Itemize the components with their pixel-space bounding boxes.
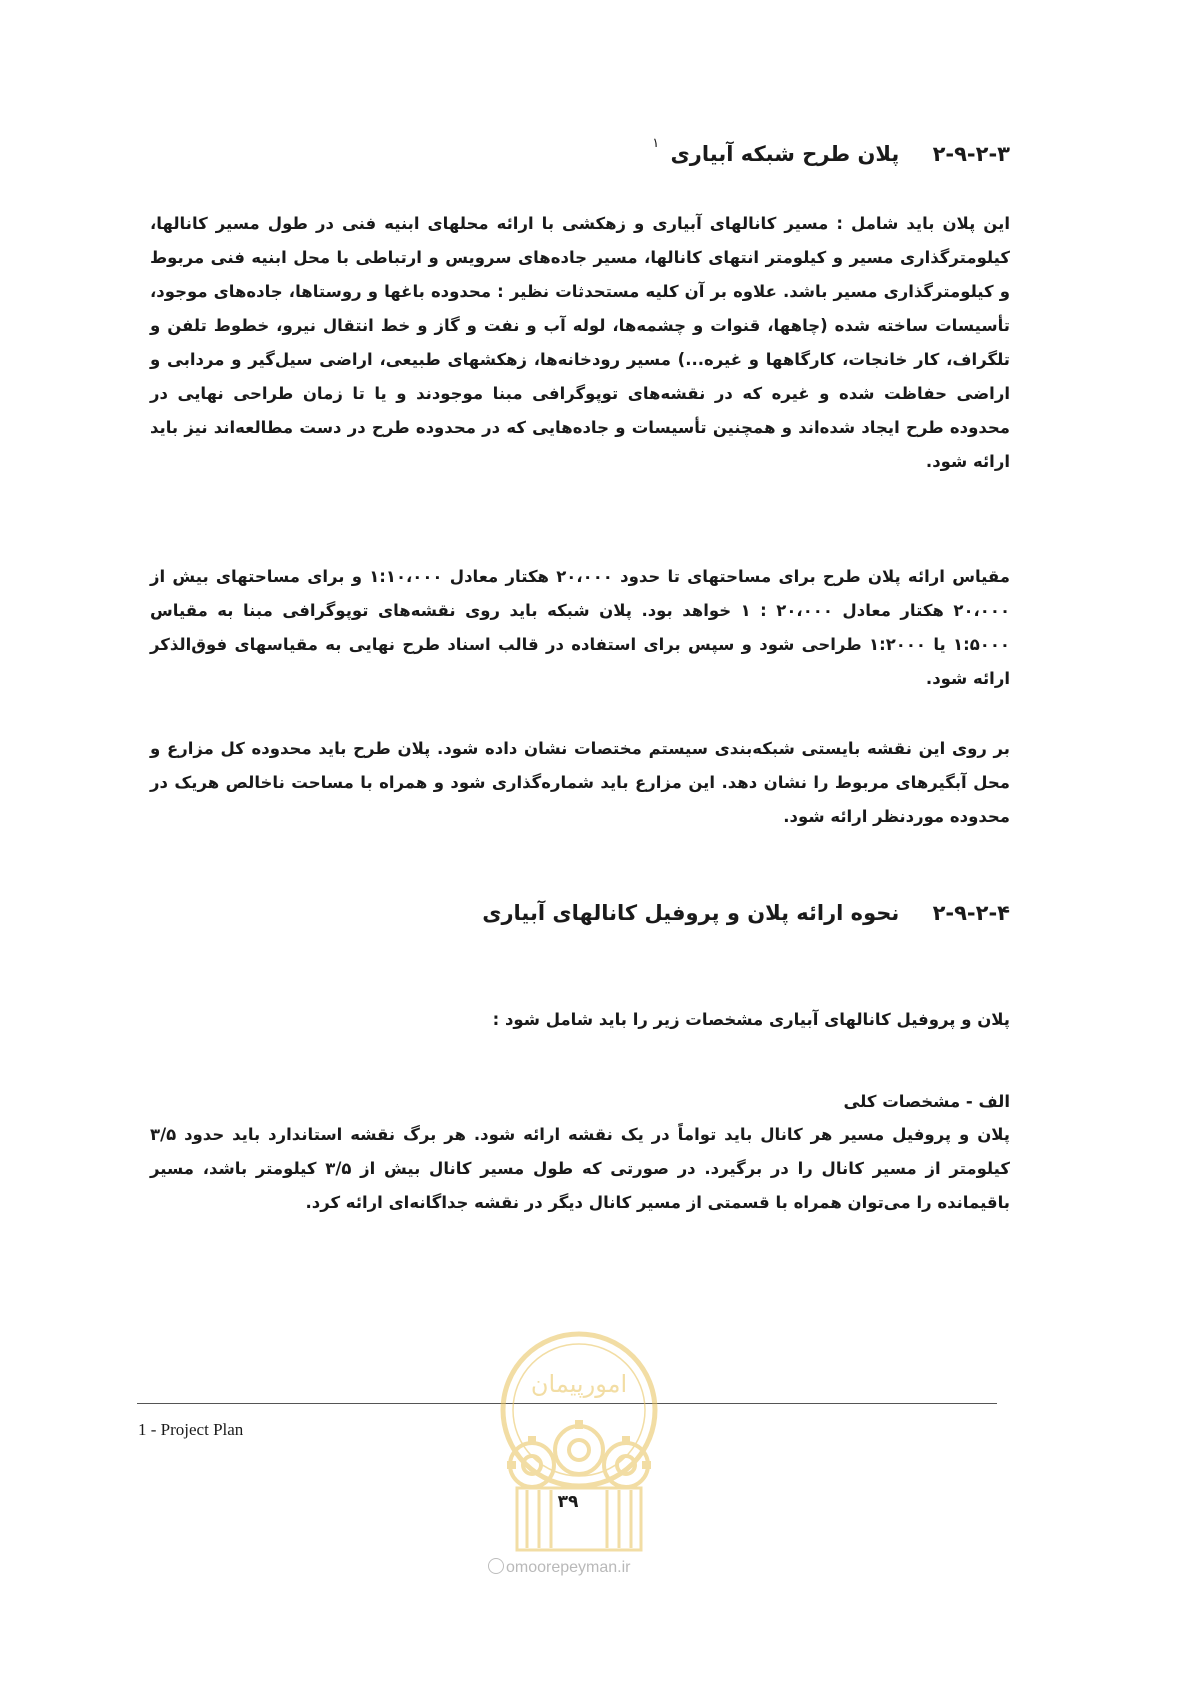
section-title: نحوه ارائه پلان و پروفیل کانالهای آبیاری xyxy=(482,901,900,925)
section-heading-3 xyxy=(652,136,1010,166)
paragraph-coordinate-grid: بر روی این نقشه بایستی شبکه‌بندی سیستم مختصات نشان داده شود. پلان طرح باید محدوده کل مزارع و محل آبگیرهای مربوط را نشان دهد. این مزارع باید شماره‌گذاری شود و همراه با مساحت ناخالص هریک در محدوده موردنظر ارائه شود. xyxy=(150,739,1010,826)
watermark-logo xyxy=(492,1330,667,1560)
subsection-title-a: الف - مشخصات کلی xyxy=(843,1092,1010,1111)
paragraph-plan-contents: این پلان باید شامل : مسیر کانالهای آبیاری و زهکشی با ارائه محلهای ابنیه فنی در طول مسیر کانالها، کیلومترگذاری مسیر و کیلومتر انتهای کانالها، مسیر جاده‌های سرویس و ارتباطی با محل ابنیه فنی مربوط و کیلومترگذاری مسیر باشد. علاوه بر آن کلیه مستحدثات نظیر : محدوده باغها و روستاها، جاده‌های موجود، تأسیسات ساخته شده (چاهها، قنوات و چشمه‌ها، لوله آب و نفت و گاز و خط انتقال نیرو، خطوط تلفن و تلگراف، کار خانجات، کارگاهها و غیره...) مسیر رودخانه‌ها، زهکشهای طبیعی، اراضی سیل‌گیر و مردابی و اراضی حفاظت شده و غیره که در نقشه‌های توپوگرافی مبنا موجودند و یا تا زمان طراحی نهایی در محدوده طرح ایجاد شده‌اند و همچنین تأسیسات و جاده‌هایی که در محدوده طرح در دست مطالعه‌اند نیز باید ارائه شود. xyxy=(150,214,1010,471)
section-title: پلان طرح شبکه آبیاری xyxy=(670,142,900,166)
globe-icon xyxy=(488,1558,504,1574)
watermark-url-text: omoorepeyman.ir xyxy=(506,1559,631,1576)
watermark-url xyxy=(488,1558,688,1577)
section-heading-4 xyxy=(482,901,1010,925)
page-number: ۳۹ xyxy=(557,1492,579,1512)
section-number: ۲-۹-۲-۴ xyxy=(932,901,1010,925)
footnote-text: 1 - Project Plan xyxy=(138,1420,244,1439)
paragraph-general-specs: پلان و پروفیل مسیر هر کانال باید تواماً در یک نقشه ارائه شود. هر برگ نقشه استاندارد باید حدود ۳/۵ کیلومتر از مسیر کانال را در برگیرد. در صورتی که طول مسیر کانال بیش از ۳/۵ کیلومتر باشد، مسیر باقیمانده را می‌توان همراه با قسمتی از مسیر کانال دیگر در نقشه جداگانه‌ای ارائه کرد. xyxy=(150,1125,1010,1212)
paragraph-plan-scale: مقیاس ارائه پلان طرح برای مساحتهای تا حدود ۲۰،۰۰۰ هکتار معادل ۱:۱۰،۰۰۰ و برای مساحتهای بیش از ۲۰،۰۰۰ هکتار معادل ۲۰،۰۰۰ : ۱ خواهد بود. پلان شبکه باید روی نقشه‌های توپوگرافی مبنا به مقیاس ۱:۵۰۰۰ یا ۱:۲۰۰۰ طراحی شود و سپس برای استفاده در قالب اسناد طرح نهایی به مقیاسهای فوق‌الذکر ارائه شود. xyxy=(150,567,1011,688)
section-number: ۲-۹-۲-۳ xyxy=(932,142,1010,166)
footnote-marker: ۱ xyxy=(652,136,660,151)
watermark-logo-text: امورپیمان xyxy=(530,1370,628,1398)
paragraph-profile-intro: پلان و پروفیل کانالهای آبیاری مشخصات زیر را باید شامل شود : xyxy=(492,1010,1010,1029)
